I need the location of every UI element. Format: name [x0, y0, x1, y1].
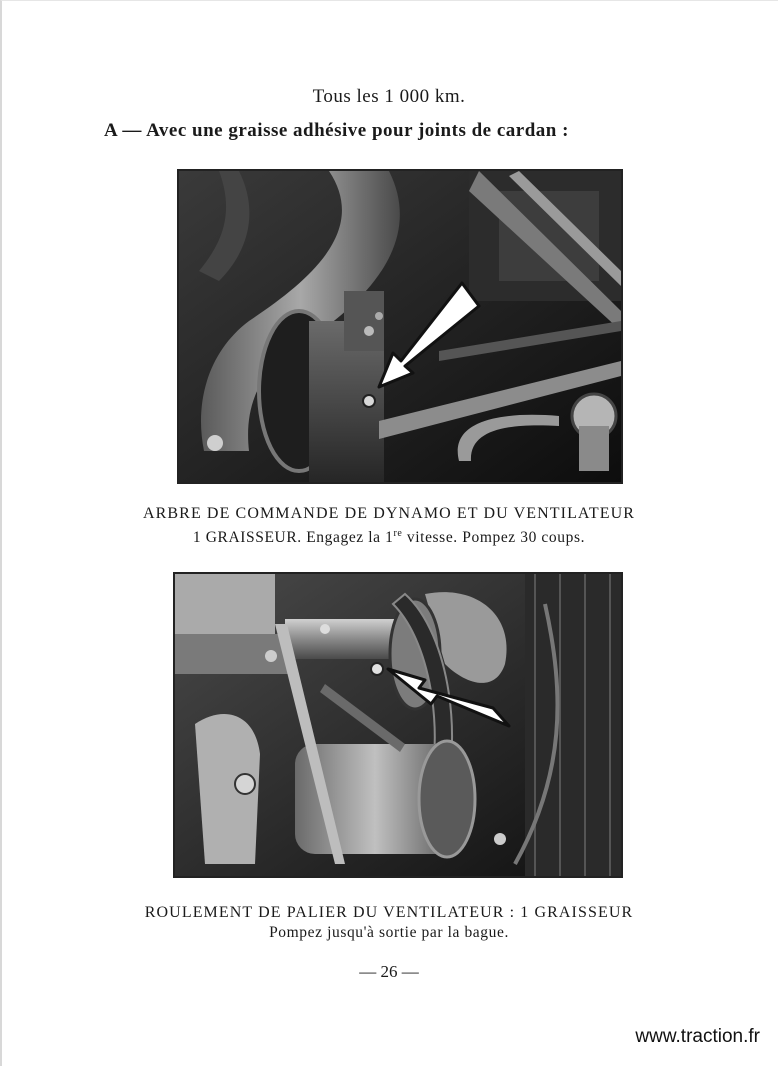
section-heading: A — Avec une graisse adhésive pour joints de cardan : [104, 120, 569, 141]
engine-photo-2 [175, 574, 621, 876]
figure-1-caption [0, 504, 778, 548]
figure-1-caption-title: ARBRE DE COMMANDE DE DYNAMO ET DU VENTILATEUR [142, 505, 635, 522]
photo-dynamo-drive-shaft [177, 169, 623, 484]
interval-heading: Tous les 1 000 km. [312, 86, 466, 107]
page-number: — 26 — [359, 962, 419, 981]
engine-photo-1 [179, 171, 621, 482]
figure-2-caption-instructions: Pompez jusqu'à sortie par la bague. [269, 924, 509, 941]
figure-2-caption [0, 903, 778, 943]
figure-1-caption-instructions: 1 GRAISSEUR. Engagez la 1re vitesse. Pompez 30 coups. [192, 528, 586, 547]
photo-fan-bearing [173, 572, 623, 878]
site-watermark: www.traction.fr [635, 1026, 760, 1047]
figure-2-caption-title: ROULEMENT DE PALIER DU VENTILATEUR : 1 GRAISSEUR [144, 904, 634, 921]
